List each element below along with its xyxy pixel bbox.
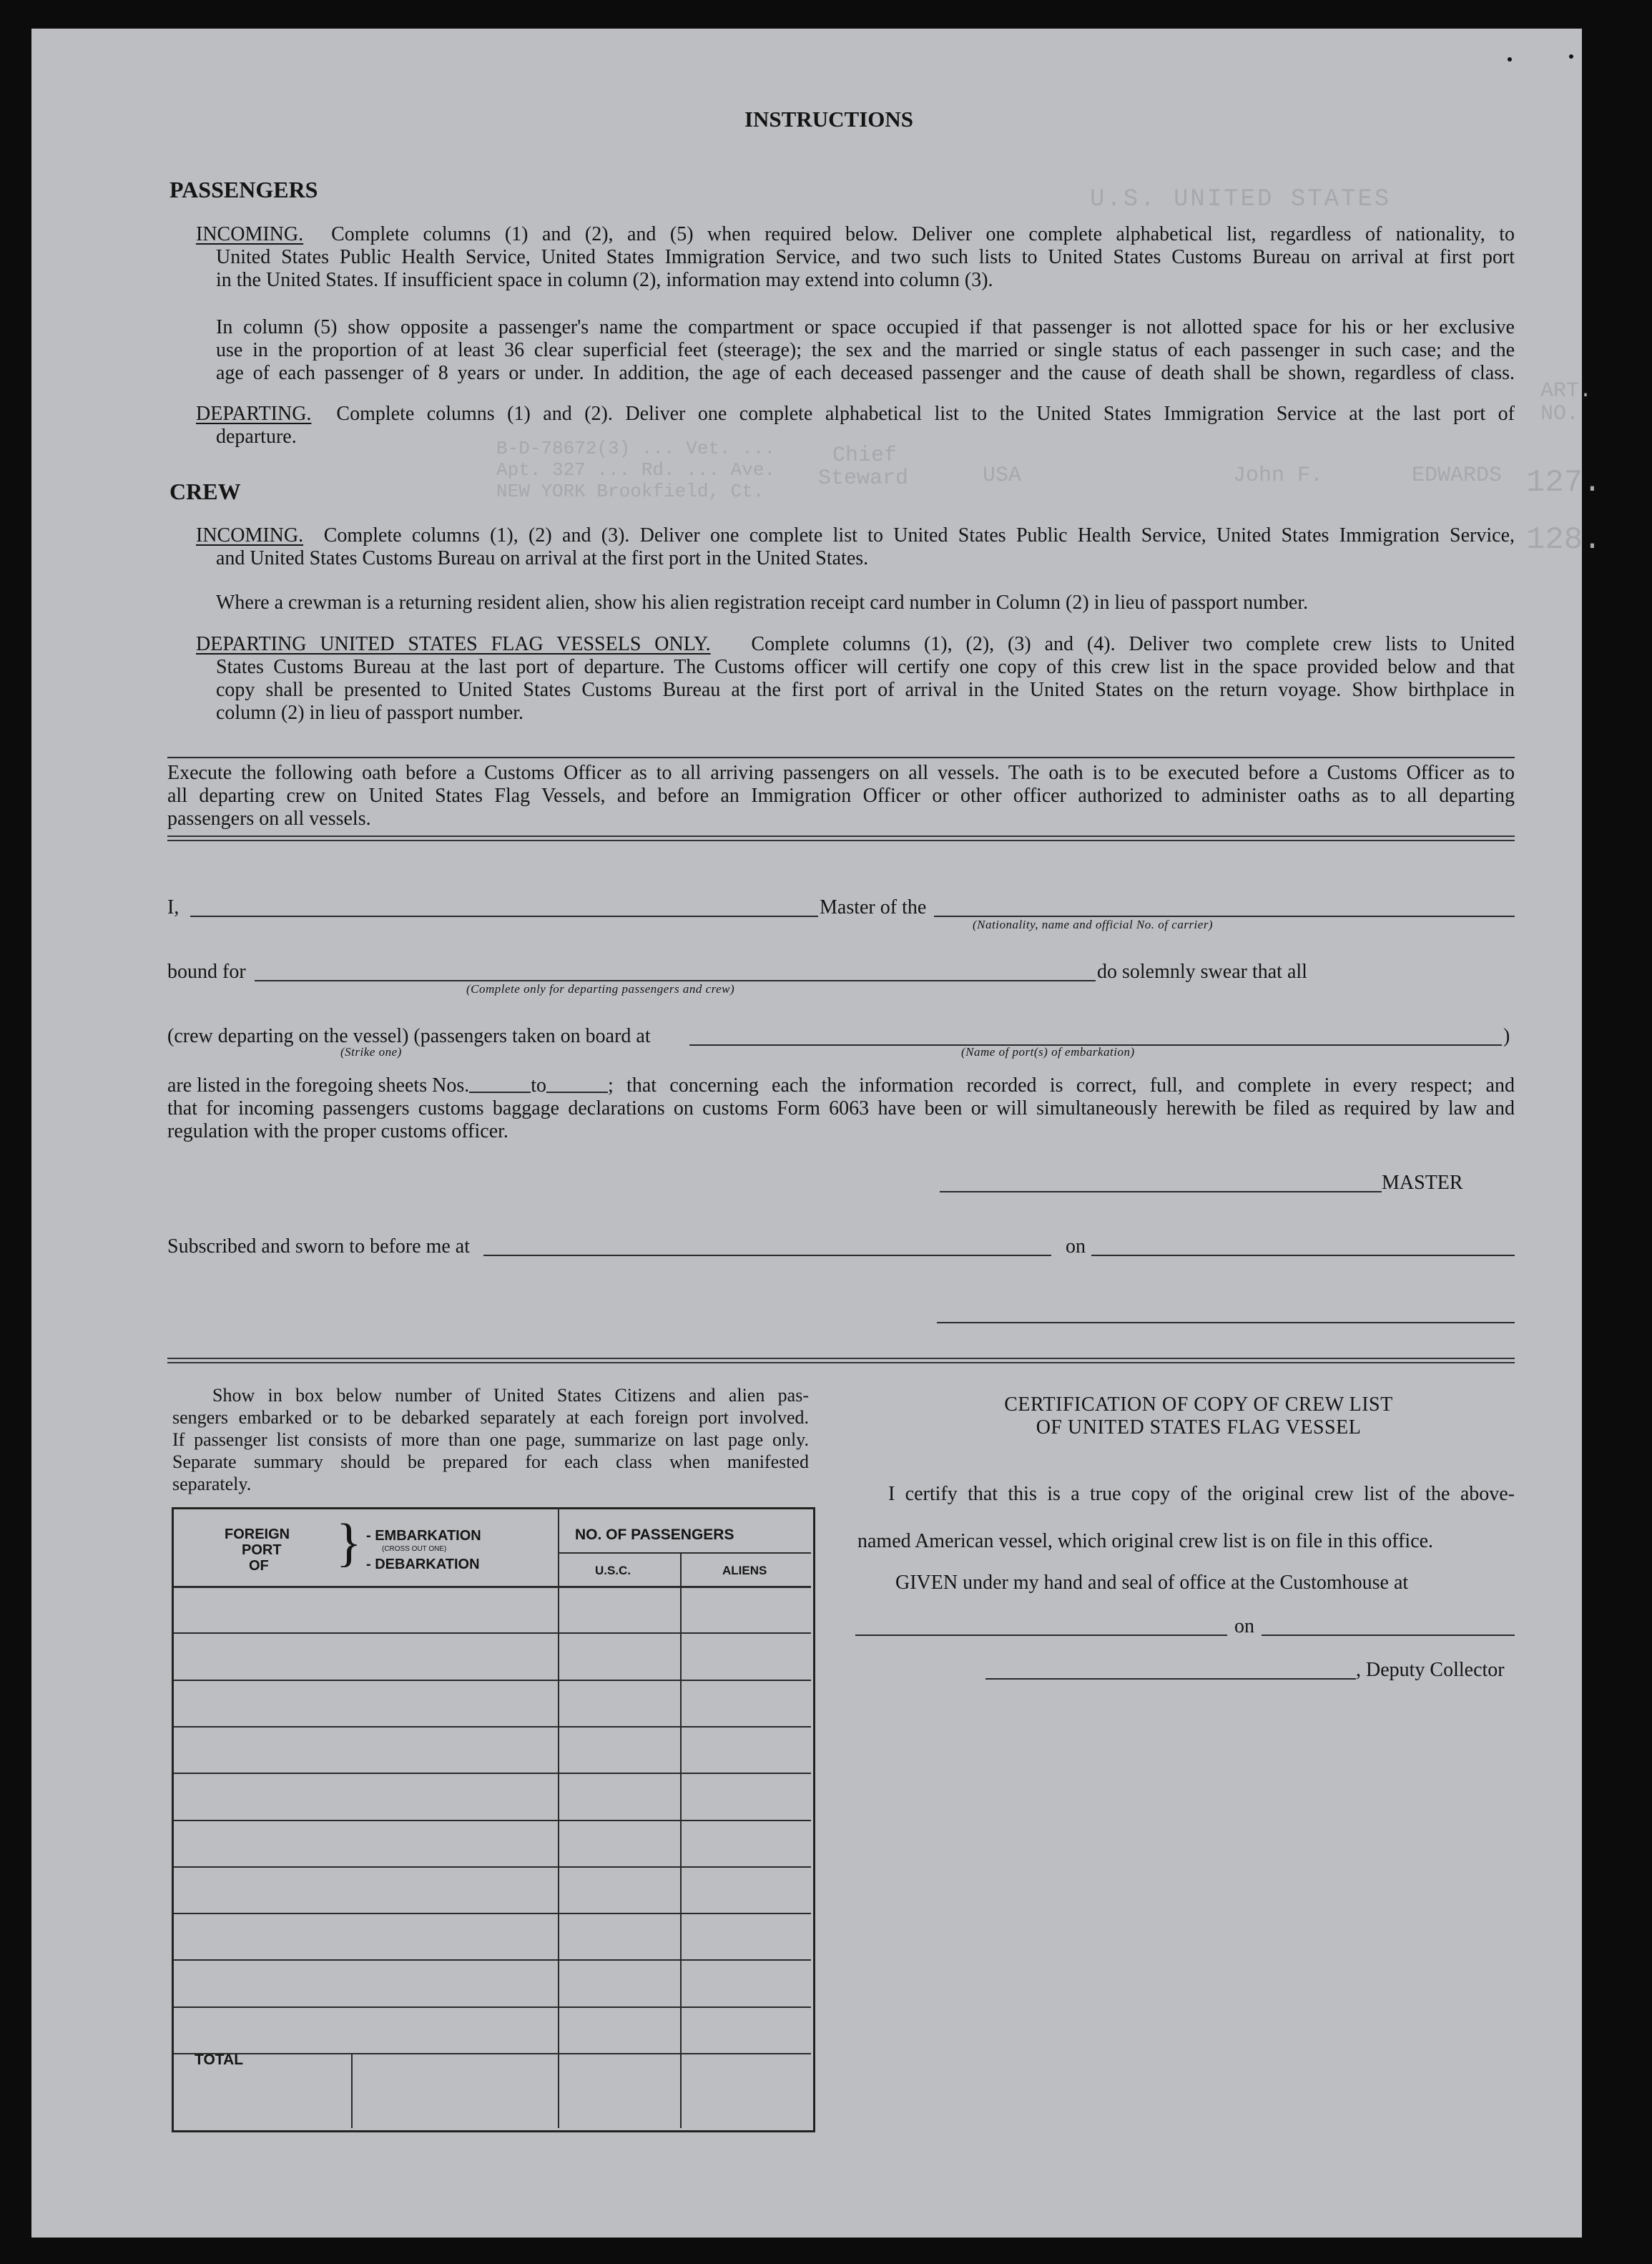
aliens-cell[interactable] — [680, 1729, 811, 1770]
complete-only-caption: (Complete only for departing passengers and crew) — [466, 982, 735, 996]
master-signature-field[interactable] — [940, 1191, 1382, 1192]
bleed-surname: EDWARDS — [1412, 464, 1503, 488]
oath-line: regulation with the proper customs officer. — [167, 1120, 508, 1142]
bound-for-field[interactable] — [255, 980, 1096, 981]
crew-passengers-label: (crew departing on the vessel) (passengers taken on board at — [167, 1025, 651, 1047]
bleed-col-art: ART. — [1540, 379, 1593, 403]
port-cell[interactable] — [174, 2009, 558, 2050]
box-row-rule — [680, 2006, 811, 2008]
bleed-c1: Chief — [832, 444, 898, 468]
passengers-departing-line: departure. — [216, 426, 297, 448]
nationality-caption: (Nationality, name and official No. of carrier) — [973, 918, 1214, 931]
box-row-rule — [680, 1773, 811, 1774]
certify-text: I certify that this is a true copy of the original crew list of the above- — [888, 1483, 1515, 1505]
port-cell[interactable] — [174, 1869, 558, 1910]
close-paren: ) — [1503, 1025, 1510, 1047]
oath-instructions-line: all departing crew on United States Flag Vessels, and before an Immigration Officer or other officer authorized to administer oaths as to all departing — [167, 785, 1515, 807]
box-row-rule — [558, 1866, 680, 1868]
solemnly-swear-label: do solemnly swear that all — [1097, 961, 1307, 983]
bleed-c2: Steward — [818, 466, 909, 491]
sworn-on-label: on — [1066, 1235, 1086, 1258]
summary-instructions-line: sengers embarked or to be debarked separately at each foreign port involved. — [172, 1407, 809, 1428]
usc-cell[interactable] — [558, 2009, 680, 2050]
aliens-cell[interactable] — [680, 1869, 811, 1910]
box-cross-out-label: (CROSS OUT ONE) — [382, 1545, 447, 1553]
summary-instructions-line: separately. — [172, 1474, 252, 1494]
certification-heading — [854, 1393, 1543, 1439]
usc-cell[interactable] — [558, 1962, 680, 2003]
listed-prefix: are listed in the foregoing sheets Nos. — [167, 1074, 470, 1097]
speck — [1569, 54, 1573, 59]
certification-on-label: on — [1234, 1615, 1254, 1637]
bleed-nat: USA — [983, 464, 1022, 488]
port-cell[interactable] — [174, 1962, 558, 2003]
aliens-cell[interactable] — [680, 1682, 811, 1723]
box-row-rule — [174, 1726, 558, 1728]
box-total-label: TOTAL — [195, 2052, 244, 2068]
passengers-column5 — [216, 316, 1515, 385]
column5-line: age of each passenger of 8 years or under. In addition, the age of each deceased passenger and the cause of death shall be shown, regardless of class. — [216, 362, 1515, 384]
crew-departing — [196, 633, 1515, 725]
double-rule — [167, 1358, 1515, 1363]
crew-incoming-label: INCOMING. — [196, 524, 304, 547]
listed-suffix: ; that concerning each the information recorded is correct, full, and complete in every respect; and — [608, 1074, 1515, 1097]
aliens-cell[interactable] — [680, 1775, 811, 1816]
brace-icon: } — [336, 1514, 362, 1572]
box-row-rule — [680, 1913, 811, 1914]
column5-line: use in the proportion of at least 36 clear superficial feet (steerage); the sex and the married or single status of each passenger in such case; and the — [216, 339, 1515, 361]
aliens-cell[interactable] — [680, 1635, 811, 1676]
box-row-rule — [558, 1726, 680, 1728]
port-cell[interactable] — [174, 1635, 558, 1676]
usc-cell[interactable] — [558, 1916, 680, 1956]
bleed-addr1: B-D-78672(3) ... Vet. ... — [496, 438, 776, 459]
double-rule — [167, 835, 1515, 841]
summary-instructions-line: Show in box below number of United States Citizens and alien pas- — [212, 1385, 809, 1406]
summary-instructions — [172, 1384, 809, 1495]
speck — [1508, 57, 1512, 62]
box-row-rule — [680, 1820, 811, 1821]
master-name-field[interactable] — [190, 916, 818, 917]
oath-i-label: I, — [167, 896, 180, 918]
box-embarkation-label: - EMBARKATION — [366, 1528, 481, 1544]
box-total-divider — [351, 2053, 353, 2128]
box-total-rule — [174, 2053, 558, 2054]
crew-departing-line: column (2) in lieu of passport number. — [216, 702, 524, 724]
passengers-incoming-label: INCOMING. — [196, 223, 304, 245]
strike-one-caption: (Strike one) — [340, 1045, 402, 1059]
sheet-to-field[interactable] — [546, 1074, 608, 1093]
passengers-incoming-line: Complete columns (1) and (2), and (5) when required below. Deliver one complete alphabetical list, regardless of nationality, to — [331, 223, 1515, 245]
officer-signature-field[interactable] — [937, 1322, 1515, 1323]
aliens-cell[interactable] — [680, 1823, 811, 1863]
port-cell[interactable] — [174, 1682, 558, 1723]
passengers-incoming — [196, 223, 1515, 292]
passengers-departing — [196, 403, 1515, 449]
page-title: INSTRUCTIONS — [744, 107, 913, 132]
crew-departing-label: DEPARTING UNITED STATES FLAG VESSELS ONLY. — [196, 633, 711, 655]
box-row-rule — [174, 1680, 558, 1681]
crew-heading: CREW — [169, 479, 241, 504]
to-word: to — [531, 1074, 547, 1097]
crew-incoming — [196, 524, 1515, 570]
aliens-cell[interactable] — [680, 1589, 811, 1630]
passengers-incoming-line: in the United States. If insufficient space in column (2), information may extend into column (3). — [216, 269, 993, 291]
carrier-field[interactable] — [934, 916, 1515, 917]
master-of-the-label: Master of the — [820, 896, 927, 918]
document-page — [31, 29, 1602, 2238]
usc-cell[interactable] — [558, 1869, 680, 1910]
port-cell[interactable] — [174, 1589, 558, 1630]
certify-line-1 — [888, 1483, 1515, 1506]
crew-departing-line: Complete columns (1), (2), (3) and (4). Deliver two complete crew lists to United — [751, 633, 1515, 655]
box-aliens-label: ALIENS — [722, 1564, 767, 1577]
port-caption: (Name of port(s) of embarkation) — [961, 1045, 1135, 1059]
bound-for-label: bound for — [167, 961, 246, 983]
bleed-header: U.S. UNITED STATES — [1090, 186, 1392, 213]
box-usc-label: U.S.C. — [595, 1564, 631, 1577]
certify-line-2: named American vessel, which original crew list is on file in this office. — [857, 1530, 1434, 1552]
box-row-rule — [558, 1632, 680, 1634]
usc-cell[interactable] — [558, 1635, 680, 1676]
box-total-rule — [680, 2053, 811, 2054]
box-row-rule — [174, 2006, 558, 2008]
given-line: GIVEN under my hand and seal of office at the Customhouse at — [895, 1572, 1409, 1594]
box-row-rule — [558, 1820, 680, 1821]
oath-instructions-line: Execute the following oath before a Customs Officer as to all arriving passengers on all vessels. The oath is to be executed before a Customs Officer as to — [167, 762, 1515, 784]
box-row-rule — [174, 1913, 558, 1914]
port-cell[interactable] — [174, 1823, 558, 1863]
bleed-given: John F. — [1233, 464, 1324, 488]
oath-statement — [167, 1074, 1515, 1143]
deputy-collector-label: , Deputy Collector — [1356, 1659, 1505, 1681]
section-divider — [167, 757, 1515, 758]
aliens-cell[interactable] — [680, 1962, 811, 2003]
sworn-date-field[interactable] — [1091, 1255, 1515, 1256]
aliens-cell[interactable] — [680, 1916, 811, 1956]
crew-departing-line: States Customs Bureau at the last port of departure. The Customs officer will certify one copy of this crew list in the space provided below and that — [216, 656, 1515, 678]
certification-date-field[interactable] — [1262, 1635, 1515, 1636]
passengers-departing-line: Complete columns (1) and (2). Deliver one complete alphabetical list to the United States Immigration Service at the last port of — [336, 403, 1515, 425]
sworn-place-field[interactable] — [483, 1255, 1051, 1256]
usc-cell[interactable] — [558, 1589, 680, 1630]
port-cell[interactable] — [174, 1775, 558, 1816]
box-row-rule — [174, 1820, 558, 1821]
column5-line: In column (5) show opposite a passenger's name the compartment or space occupied if that passenger is not allotted space for his or her exclusive — [216, 316, 1515, 338]
oath-instructions-line: passengers on all vessels. — [167, 808, 371, 830]
box-header-rule — [174, 1586, 811, 1588]
port-cell[interactable] — [174, 1916, 558, 1956]
box-row-rule — [680, 1632, 811, 1634]
deputy-signature-field[interactable] — [985, 1678, 1356, 1680]
oath-instructions — [167, 762, 1515, 830]
usc-cell[interactable] — [558, 1823, 680, 1863]
box-no-passengers-label: NO. OF PASSENGERS — [575, 1527, 734, 1543]
bleed-num-128: 128. — [1526, 522, 1602, 558]
box-debarkation-label: - DEBARKATION — [366, 1557, 480, 1572]
sheet-from-field[interactable] — [469, 1074, 531, 1093]
bleed-num-127: 127. — [1526, 465, 1602, 501]
box-total-rule — [558, 2053, 680, 2054]
box-row-rule — [558, 2006, 680, 2008]
oath-line: that for incoming passengers customs baggage declarations on customs Form 6063 have been or will simultaneously herewith be filed as required by law and — [167, 1097, 1515, 1119]
box-row-rule — [174, 1632, 558, 1634]
usc-cell[interactable] — [558, 1729, 680, 1770]
summary-instructions-line: If passenger list consists of more than one page, summarize on last page only. — [172, 1429, 809, 1450]
box-row-rule — [558, 1913, 680, 1914]
passengers-incoming-line: United States Public Health Service, United States Immigration Service, and two such lists to United States Customs Bureau on arrival at first port — [216, 246, 1515, 268]
box-port-label: PORT — [242, 1542, 282, 1558]
box-row-rule — [558, 1773, 680, 1774]
box-of-label: OF — [249, 1558, 269, 1574]
certification-heading-line: CERTIFICATION OF COPY OF CREW LIST — [1004, 1393, 1393, 1416]
summary-instructions-line: Separate summary should be prepared for each class when manifested — [172, 1451, 809, 1472]
box-row-rule — [680, 1866, 811, 1868]
box-row-rule — [680, 1726, 811, 1728]
passengers-departing-label: DEPARTING. — [196, 403, 312, 425]
box-row-rule — [558, 1959, 680, 1961]
crew-incoming-line: Complete columns (1), (2) and (3). Deliver one complete list to United States Public Health Service, United States Immigration Service, — [323, 524, 1515, 547]
port-cell[interactable] — [174, 1729, 558, 1770]
bleed-col-no: NO. — [1540, 402, 1580, 426]
usc-cell[interactable] — [558, 1775, 680, 1816]
crew-incoming-line: and United States Customs Bureau on arrival at the first port in the United States. — [216, 547, 869, 569]
box-row-rule — [174, 1866, 558, 1868]
passengers-heading: PASSENGERS — [169, 177, 318, 202]
customhouse-field[interactable] — [855, 1635, 1227, 1636]
usc-cell[interactable] — [558, 1682, 680, 1723]
box-row-rule — [680, 1680, 811, 1681]
box-row-rule — [174, 1773, 558, 1774]
box-row-rule — [174, 1959, 558, 1961]
bleed-addr3: NEW YORK Brookfield, Ct. — [496, 481, 764, 502]
box-row-rule — [680, 1959, 811, 1961]
box-subheader-rule — [558, 1552, 811, 1554]
subscribed-label: Subscribed and sworn to before me at — [167, 1235, 470, 1258]
crew-departing-line: copy shall be presented to United States Customs Bureau at the first port of arrival in the United States on the return voyage. Show birthplace in — [216, 679, 1515, 701]
crewman-note: Where a crewman is a returning resident alien, show his alien registration receipt card number in Column (2) in lieu of passport number. — [216, 592, 1309, 614]
master-label: MASTER — [1382, 1172, 1463, 1194]
box-row-rule — [558, 1680, 680, 1681]
certification-heading-line: OF UNITED STATES FLAG VESSEL — [1036, 1416, 1362, 1439]
box-foreign-label: FOREIGN — [225, 1527, 290, 1542]
bleed-addr2: Apt. 327 ... Rd. ... Ave. — [496, 459, 776, 481]
aliens-cell[interactable] — [680, 2009, 811, 2050]
